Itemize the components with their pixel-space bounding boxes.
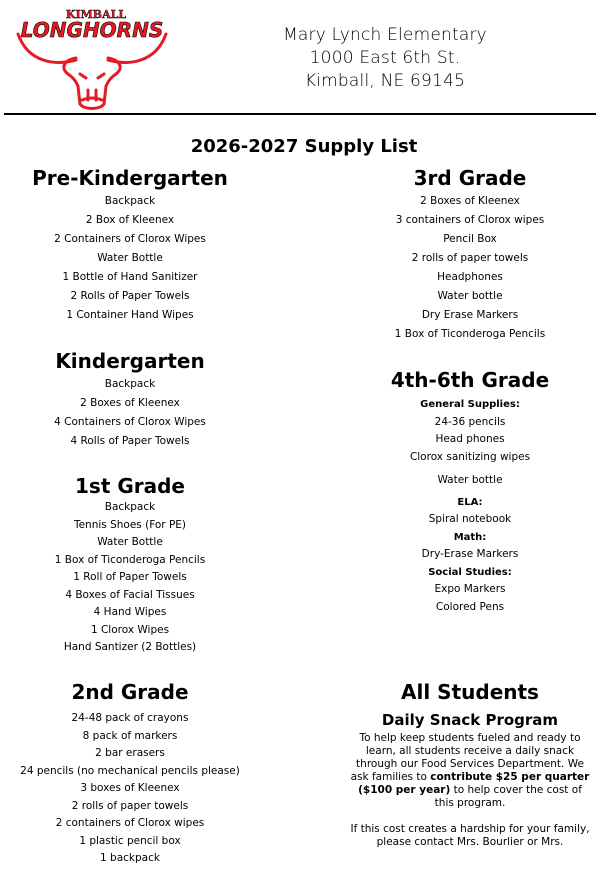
list-item: Tennis Shoes (For PE) [73, 518, 187, 531]
grade-heading: 4th-6th Grade [390, 368, 550, 392]
grade-heading: Kindergarten [55, 349, 205, 373]
list-item: Hand Santizer (2 Bottles) [63, 641, 197, 653]
list-item: Dry-Erase Markers [421, 548, 519, 560]
header-divider [4, 113, 596, 115]
hardship-note: If this cost creates a hardship for your family, please contact Mrs. Bourlier or Mrs. [350, 823, 590, 848]
list-item: 4 Rolls of Paper Towels [70, 435, 190, 447]
list-item: 1 Container Hand Wipes [66, 309, 194, 321]
list-item: 8 pack of markers [82, 729, 178, 742]
list-item: 2 Box of Kleenex [85, 214, 175, 226]
list-item: Spiral notebook [428, 513, 512, 525]
list-item: 1 Box of Ticonderoga Pencils [394, 328, 546, 340]
contribution-amount: contribute $25 per quarter ($100 per year) [358, 771, 590, 796]
list-item: 24-36 pencils [434, 415, 506, 428]
list-item: 1 Clorox Wipes [90, 623, 170, 636]
list-item: 3 containers of Clorox wipes [395, 214, 545, 226]
list-item: 2 rolls of paper towels [71, 799, 189, 812]
section-1st-grade [10, 474, 250, 657]
list-item: 1 Roll of Paper Towels [73, 571, 187, 583]
list-item: 24 pencils (no mechanical pencils please) [20, 764, 240, 777]
list-item: 2 Rolls of Paper Towels [70, 290, 190, 302]
list-item: 4 Boxes of Facial Tissues [65, 588, 195, 601]
school-name: Mary Lynch Elementary [283, 25, 487, 45]
section-all-students [342, 680, 598, 849]
list-item: 4 Containers of Clorox Wipes [54, 416, 206, 428]
list-item: Pencil Box [443, 233, 497, 245]
grade-heading: 2nd Grade [71, 680, 189, 704]
list-item: Backpack [104, 195, 156, 207]
list-item: 1 Box of Ticonderoga Pencils [54, 553, 206, 566]
list-item: Headphones [437, 271, 503, 283]
school-address-street: 1000 East 6th St. [309, 48, 461, 68]
list-item: 2 bar erasers [95, 747, 165, 759]
section-kindergarten [10, 349, 250, 451]
logo-top-text: KIMBALL [65, 8, 127, 21]
list-item: 2 Boxes of Kleenex [420, 195, 520, 207]
grade-heading: Pre-Kindergarten [32, 166, 228, 190]
list-item: 2 Containers of Clorox Wipes [54, 233, 206, 245]
list-item: Water bottle [437, 290, 503, 302]
list-item: Water Bottle [97, 536, 163, 548]
section-2nd-grade [0, 680, 260, 868]
list-item: Clorox sanitizing wipes [409, 450, 531, 463]
general-supplies-label: General Supplies: [420, 399, 520, 410]
ela-label: ELA: [457, 496, 483, 508]
grade-heading: All Students [401, 680, 539, 704]
section-pre-kindergarten [10, 166, 250, 325]
logo-main-text: LONGHORNS [20, 18, 164, 42]
school-address-city: Kimball, NE 69145 [304, 71, 466, 91]
snack-program-heading: Daily Snack Program [381, 711, 559, 729]
list-item: Water Bottle [97, 252, 163, 264]
list-item: 2 containers of Clorox wipes [55, 817, 205, 829]
list-item: 4 Hand Wipes [93, 606, 167, 618]
list-item: 1 Bottle of Hand Sanitizer [62, 271, 198, 283]
longhorn-icon [18, 34, 166, 109]
grade-heading: 3rd Grade [413, 166, 527, 190]
list-item: 24-48 pack of crayons [71, 712, 189, 724]
math-label: Math: [453, 531, 487, 543]
list-item: Colored Pens [435, 600, 505, 613]
section-4th-6th-grade [350, 368, 590, 616]
supply-list-title: 2026-2027 Supply List [190, 136, 418, 157]
list-item: Water bottle [437, 474, 503, 486]
list-item: Dry Erase Markers [421, 309, 519, 321]
list-item: 1 backpack [100, 852, 160, 864]
list-item: Backpack [104, 378, 156, 390]
list-item: 3 boxes of Kleenex [80, 782, 180, 794]
list-item: 1 plastic pencil box [79, 834, 181, 847]
list-item: Expo Markers [434, 583, 506, 595]
list-item: 2 Boxes of Kleenex [80, 397, 180, 409]
social-studies-label: Social Studies: [428, 566, 512, 578]
list-item: Head phones [435, 433, 505, 445]
kimball-longhorns-logo [14, 4, 170, 112]
list-item: 2 rolls of paper towels [411, 252, 529, 264]
grade-heading: 1st Grade [75, 474, 185, 498]
section-3rd-grade [350, 166, 590, 344]
list-item: Backpack [104, 501, 156, 513]
snack-program-description: To help keep students fueled and ready to learn, all students receive a daily snack through our Food Services Department. We ask families to contribute $25 per quarter ($100 per year) to help cover the cost of this program. [350, 732, 590, 809]
